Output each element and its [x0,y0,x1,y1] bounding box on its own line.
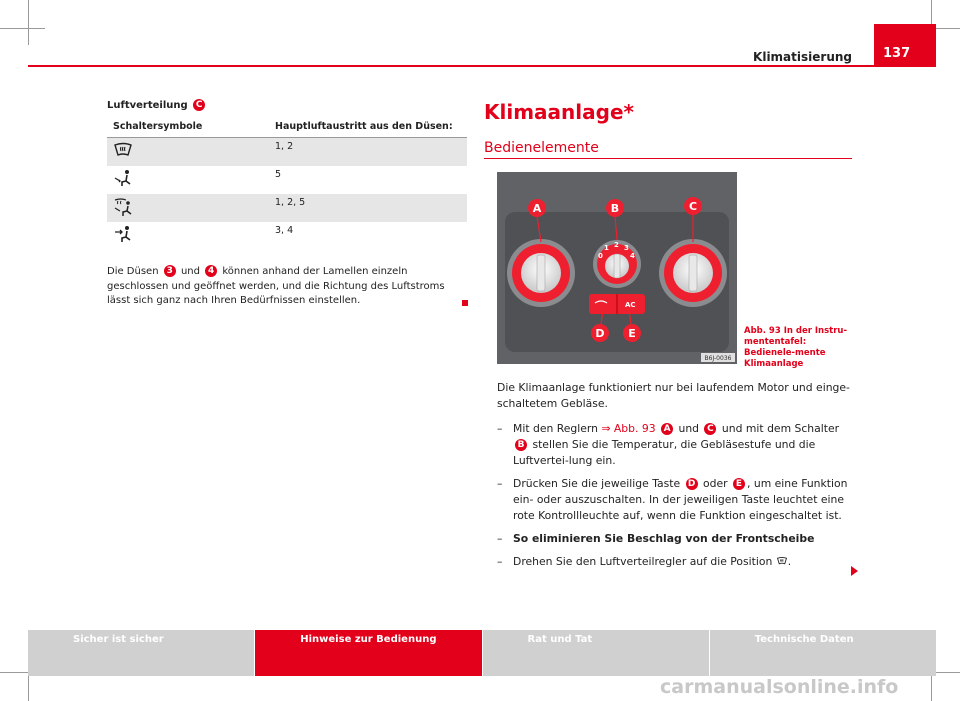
table-header-symbols: Schaltersymbole [107,118,269,138]
badge-e: E [733,478,745,490]
text: Drücken Sie die jeweilige Taste [513,477,681,490]
figure-caption: Abb. 93 In der Instru-mententafel: Bedienele-mente Klimaanlage [744,326,848,369]
table-cell-outlets: 1, 2 [269,138,467,167]
badge-d: D [686,478,698,490]
upper-body-airflow-icon [113,225,133,245]
continue-arrow-icon [851,566,858,576]
air-distribution-title [107,99,207,111]
table-cell-outlets: 1, 2, 5 [269,194,467,222]
badge-3: 3 [164,265,176,277]
climate-panel-illustration [497,172,737,364]
badge-b: B [515,439,527,451]
table-cell-icon [107,138,269,167]
text: stellen Sie die Temperatur, die Gebläsestufe und die Luftvertei-lung ein. [513,438,816,467]
text: oder [703,477,728,490]
text: Mit den Reglern [513,422,598,435]
defrost-windshield-icon [776,556,788,566]
list-item [497,476,855,524]
fan-number-1: 1 [604,244,609,252]
watermark: carmanualsonline.info [660,676,899,698]
list-item [497,554,855,570]
text: Die Düsen [107,266,159,277]
footwell-airflow-icon [113,169,133,189]
ac-button-label: AC [625,301,636,309]
text: und mit dem Schalter [721,422,840,435]
label-d: D [595,327,605,340]
badge-c: C [193,99,205,111]
label-a: A [532,202,542,215]
nozzle-paragraph [107,265,469,309]
table-cell-outlets: 3, 4 [275,225,294,236]
text: Drehen Sie den Luftverteilregler auf die Position [513,555,773,568]
table-header-row [107,118,467,138]
climate-control-figure [497,172,737,364]
crop-mark [0,28,45,29]
defrost-windshield-icon [113,141,133,159]
fan-number-3: 3 [624,244,629,252]
footer-tab-safety[interactable]: Sicher ist sicher [28,630,254,676]
bold-instruction: So eliminieren Sie Beschlag von der Frontscheibe [513,532,815,545]
section-title: Klimatisierung [753,50,852,64]
figure-code: B6J-0036 [704,355,732,362]
list-dash: – [497,422,503,435]
list-dash: – [497,555,503,568]
fan-number-4: 4 [630,252,635,260]
section-end-marker [462,300,468,306]
page-number: 137 [874,24,936,66]
text: , um eine Funktion ein- oder auszuschalten. In der jeweiligen Taste leuchtet eine rote Kontrollleuchte auf, wenn die Funktion eingeschaltet ist. [513,477,848,522]
badge-4: 4 [205,265,217,277]
sub-heading: Bedienelemente [484,140,599,156]
label-b: B [610,202,620,215]
table-row [107,138,467,167]
table-row [107,222,467,250]
intro-paragraph: Die Klimaanlage funktioniert nur bei laufendem Motor und einge-schaltetem Gebläse. [497,381,850,410]
figure-reference-link[interactable]: ⇒ Abb. 93 [601,422,656,435]
footer-tab-operation[interactable]: Hinweise zur Bedienung [255,630,481,676]
label-e: E [628,327,636,340]
text: und [678,422,700,435]
table-header-outlets: Hauptluftaustritt aus den Düsen: [269,118,467,138]
page-heading: Klimaanlage* [484,100,634,124]
text: und [180,266,200,277]
list-dash: – [497,532,503,545]
footer-tab-technical[interactable]: Technische Daten [710,630,936,676]
table-cell-icon [107,222,269,250]
air-distribution-table [107,118,467,250]
badge-a: A [661,423,673,435]
air-distribution-title-text: Luftverteilung [107,100,188,111]
table-cell-icon [107,194,269,222]
badge-c: C [704,423,716,435]
body-text [497,380,855,570]
list-item [497,531,855,547]
table-cell-outlets: 5 [275,169,282,180]
sub-heading-rule [484,158,852,159]
text: können anhand der Lamellen einzeln geschlossen und geöffnet werden, und die Richtung des Luftstroms lässt sich ganz nach Ihren Bedürfnissen einstellen. [107,266,445,306]
table-row [107,194,467,222]
label-c: C [688,200,698,213]
fan-number-2: 2 [614,241,619,249]
crop-mark [28,0,29,45]
fan-number-0: 0 [598,252,603,260]
header-rule [28,65,936,67]
footer-tab-tips[interactable]: Rat und Tat [483,630,709,676]
footer-nav [28,630,936,676]
windshield-footwell-airflow-icon [113,197,133,217]
table-row [107,166,467,194]
text: . [787,555,792,568]
list-dash: – [497,477,503,490]
list-item [497,421,855,469]
table-cell-icon [107,166,269,194]
